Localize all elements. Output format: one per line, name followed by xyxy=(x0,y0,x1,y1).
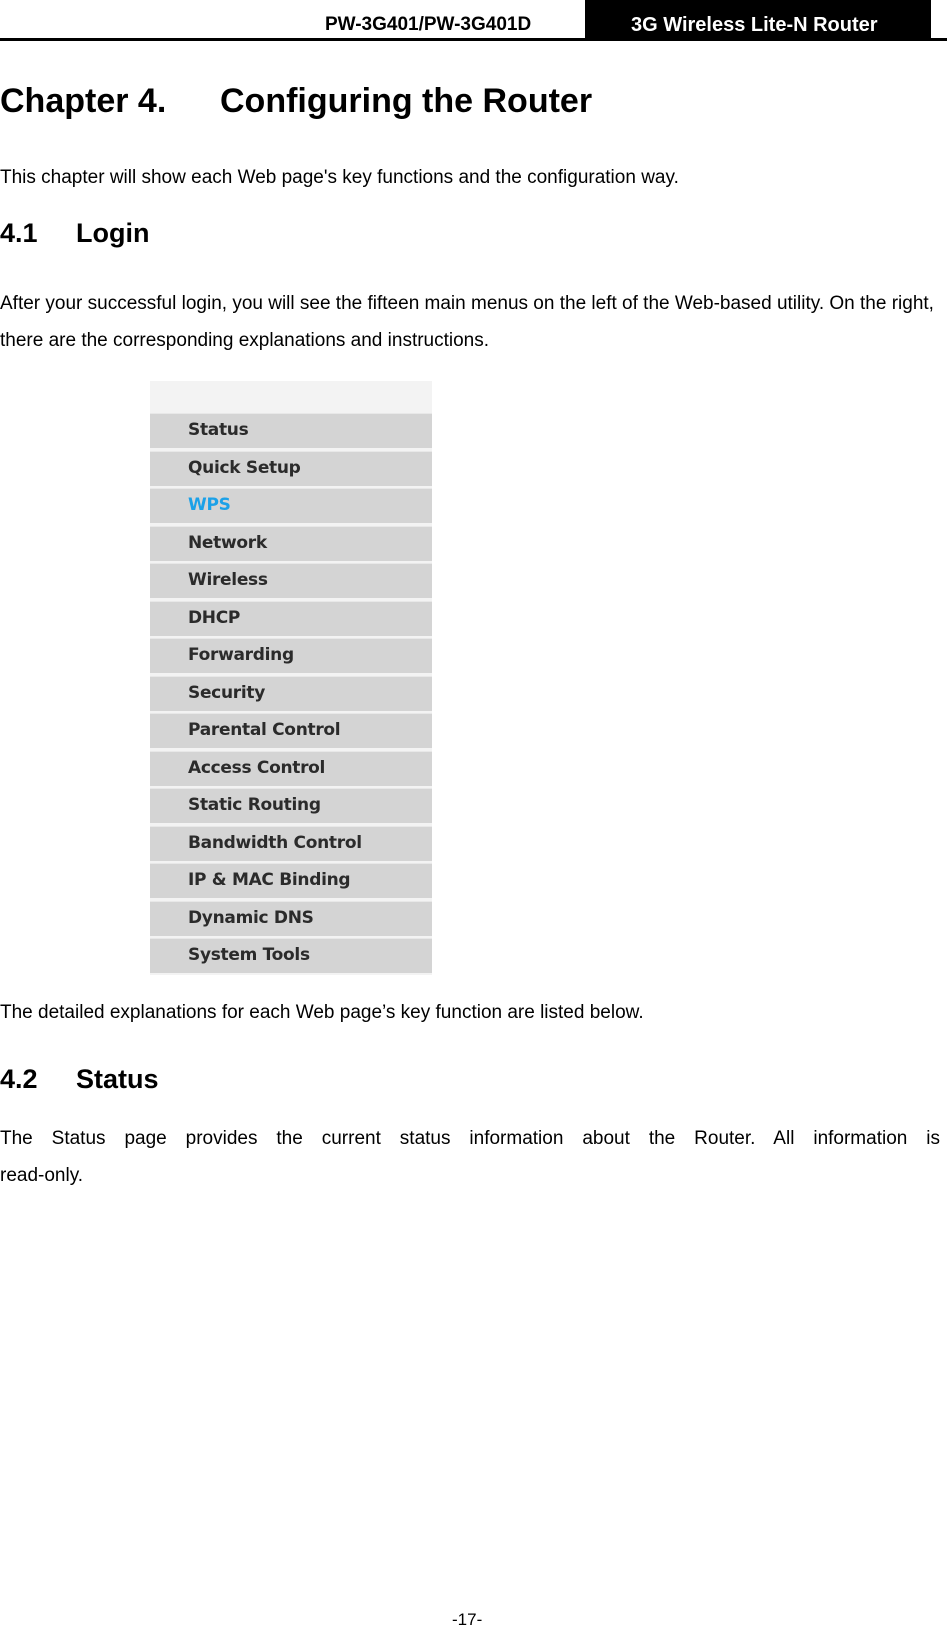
menu-item-wireless[interactable]: Wireless xyxy=(150,563,432,598)
status-paragraph xyxy=(0,1120,940,1194)
menu-item-status[interactable]: Status xyxy=(150,413,432,448)
status-paragraph-line-2: read-only. xyxy=(0,1165,84,1186)
section-number: 4.2 xyxy=(0,1064,38,1094)
main-menu-screenshot xyxy=(150,381,432,975)
page-header xyxy=(0,0,947,42)
section-status-heading xyxy=(0,1064,159,1095)
chapter-name: Configuring the Router xyxy=(220,82,593,120)
menu-item-static-routing[interactable]: Static Routing xyxy=(150,788,432,823)
page-number: -17- xyxy=(452,1610,483,1629)
menu-item-parental-control[interactable]: Parental Control xyxy=(150,713,432,748)
chapter-intro: This chapter will show each Web page's key functions and the configuration way. xyxy=(0,167,679,188)
status-paragraph-line-1: The Status page provides the current status information about the Router. All information is xyxy=(0,1128,940,1149)
menu-item-bandwidth-control[interactable]: Bandwidth Control xyxy=(150,826,432,861)
menu-item-quick-setup[interactable]: Quick Setup xyxy=(150,451,432,486)
section-title: Status xyxy=(76,1064,159,1094)
menu-item-ip-mac-binding[interactable]: IP & MAC Binding xyxy=(150,863,432,898)
section-number: 4.1 xyxy=(0,218,38,248)
menu-item-forwarding[interactable]: Forwarding xyxy=(150,638,432,673)
menu-item-dynamic-dns[interactable]: Dynamic DNS xyxy=(150,901,432,936)
header-model: PW-3G401/PW-3G401D xyxy=(325,14,532,35)
chapter-number: Chapter 4. xyxy=(0,82,167,120)
menu-item-security[interactable]: Security xyxy=(150,676,432,711)
main-menu-list xyxy=(150,413,432,976)
chapter-title xyxy=(0,82,592,121)
menu-item-dhcp[interactable]: DHCP xyxy=(150,601,432,636)
menu-item-access-control[interactable]: Access Control xyxy=(150,751,432,786)
detail-paragraph: The detailed explanations for each Web page’s key function are listed below. xyxy=(0,1002,644,1023)
header-product: 3G Wireless Lite-N Router xyxy=(585,0,931,41)
section-login-heading xyxy=(0,218,149,249)
section-title: Login xyxy=(76,218,150,248)
menu-item-network[interactable]: Network xyxy=(150,526,432,561)
menu-item-wps[interactable]: WPS xyxy=(150,488,432,523)
header-rule xyxy=(0,38,947,41)
menu-item-system-tools[interactable]: System Tools xyxy=(150,938,432,973)
login-paragraph: After your successful login, you will see the fifteen main menus on the left of the Web-based utility. On the right, there are the corresponding explanations and instructions. xyxy=(0,293,934,351)
